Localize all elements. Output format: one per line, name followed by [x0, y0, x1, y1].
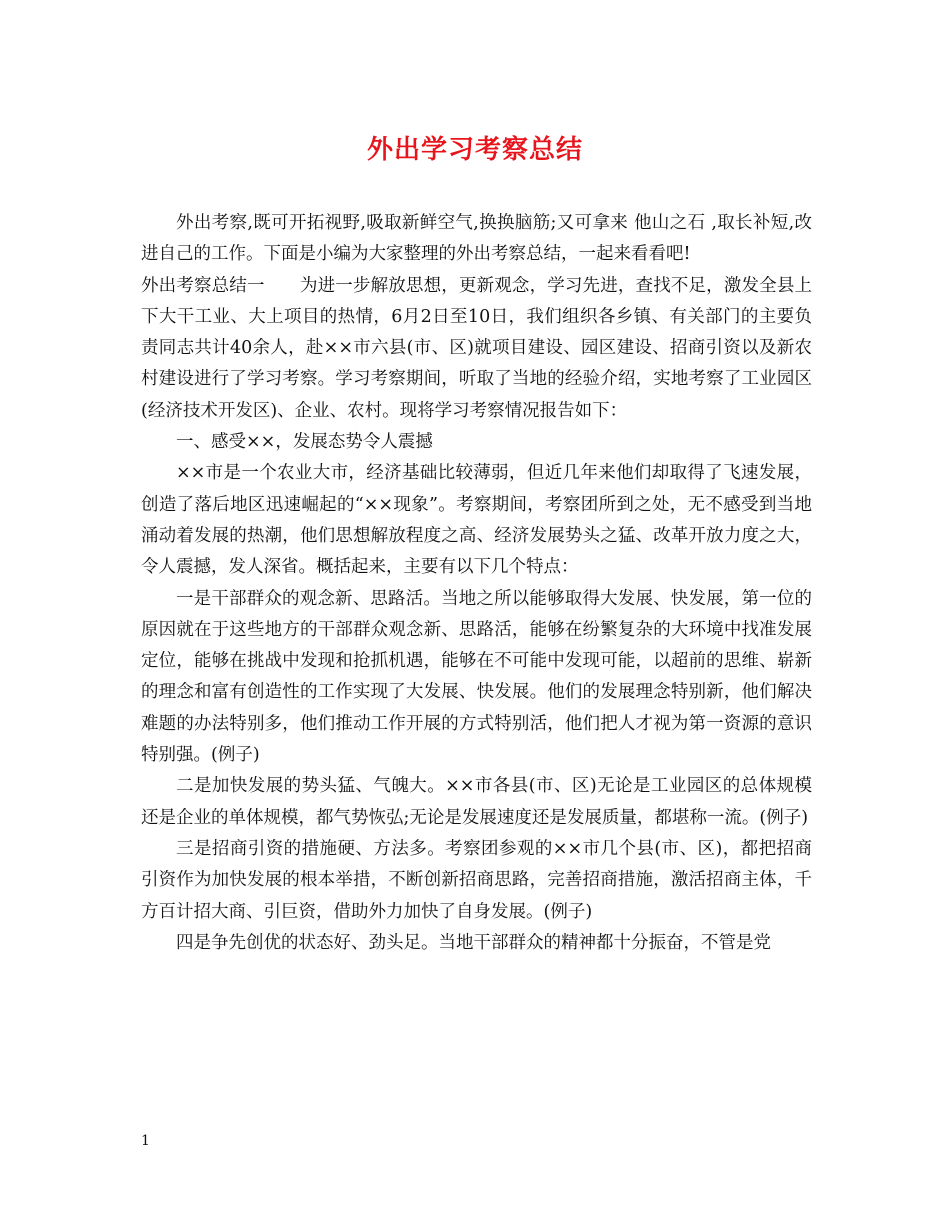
paragraph-point-three: 三是招商引资的措施硬、方法多。考察团参观的××市几个县(市、区)，都把招商引资作为加快发展的根本举措，不断创新招商思路，完善招商措施，激活招商主体，千方百计招大商、引巨资，借助外力加快了自身发展。(例子) — [141, 838, 812, 922]
paragraph-heading-one: 一、感受××，发展态势令人震撼 — [176, 432, 433, 453]
paragraph-xx-city: ××市是一个农业大市，经济基础比较薄弱，但近几年来他们却取得了飞速发展，创造了落后地区迅速崛起的“××现象”。考察期间，考察团所到之处，无不感受到当地涌动着发展的热潮，他们思想解放程度之高、经济发展势头之猛、改革开放力度之大，令人震撼，发人深省。概括起来，主要有以下几个特点： — [141, 463, 812, 578]
page-number: 1 — [141, 1133, 150, 1149]
paragraph-point-two: 二是加快发展的势头猛、气魄大。××市各县(市、区)无论是工业园区的总体规模还是企业的单体规模，都气势恢弘;无论是发展速度还是发展质量，都堪称一流。(例子) — [141, 776, 812, 828]
paragraph-summary-one: 外出考察总结一 为进一步解放思想，更新观念，学习先进，查找不足，激发全县上下大干工业、大上项目的热情，6月2日至10日，我们组织各乡镇、有关部门的主要负责同志共计40余人，赴××市六县(市、区)就项目建设、园区建设、招商引资以及新农村建设进行了学习考察。学习考察期间，听取了当地的经验介绍，实地考察了工业园区(经济技术开发区)、企业、农村。现将学习考察情况报告如下： — [141, 275, 812, 421]
paragraph-point-four: 四是争先创优的状态好、劲头足。当地干部群众的精神都十分振奋，不管是党 — [176, 932, 771, 953]
page-title: 外出学习考察总结 — [366, 135, 583, 165]
paragraph-intro: 外出考察,既可开拓视野,吸取新鲜空气,换换脑筋;又可拿来 他山之石 ,取长补短,改进自己的工作。下面是小编为大家整理的外出考察总结，一起来看看吧! — [141, 213, 812, 265]
document-body — [141, 208, 812, 959]
paragraph-point-one: 一是干部群众的观念新、思路活。当地之所以能够取得大发展、快发展，第一位的原因就在于这些地方的干部群众观念新、思路活，能够在纷繁复杂的大环境中找准发展定位，能够在挑战中发现和抢抓机遇，能够在不可能中发现可能，以超前的思维、崭新的理念和富有创造性的工作实现了大发展、快发展。他们的发展理念特别新，他们解决难题的办法特别多，他们推动工作开展的方式特别活，他们把人才视为第一资源的意识特别强。(例子) — [141, 588, 812, 766]
